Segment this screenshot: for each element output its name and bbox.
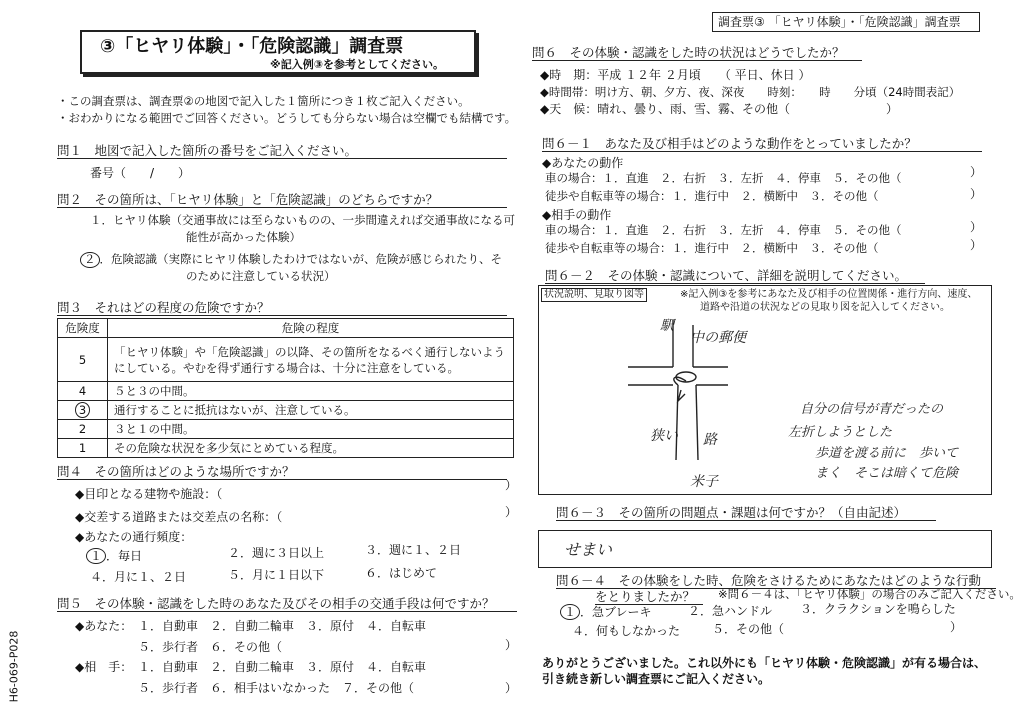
- q4-label: 問４ その箇所はどのような場所ですか？: [57, 464, 507, 480]
- q4-option-1-circled[interactable]: １: [86, 548, 106, 564]
- degree-description: 「ヒヤリ体験」や「危険認識」の以降、その箇所をなるべく通行しないようにしている。やむを得ず通行する場合は、十分に注意をしている。: [108, 338, 514, 382]
- q6-4-note: ※問６－４は、「ヒヤリ体験」の場合のみご記入ください。: [718, 587, 1021, 601]
- table-header-degree: 危険度: [58, 319, 108, 338]
- q6-1-other-car[interactable]: 車の場合：１．直進 ２．右折 ３．左折 ４．停車 ５．その他（: [545, 223, 902, 237]
- hand-label-road: 路: [703, 432, 717, 448]
- q4-option-2[interactable]: ２．週に３日以上: [228, 546, 325, 560]
- sketch-note-1: ※記入例③を参考にあなた及び相手の位置関係・進行方向、速度、: [680, 289, 978, 300]
- q2-option-2-circled[interactable]: ２: [80, 252, 100, 268]
- q6-timeband-field[interactable]: ◆時間帯：明け方、朝、夕方、夜、深夜 時刻： 時 分頃（24時間表記）: [540, 85, 961, 99]
- table-row: [58, 439, 514, 458]
- q3-label: 問３ それはどの程度の危険ですか？: [57, 300, 507, 316]
- degree-value[interactable]: 5: [58, 338, 108, 382]
- degree-description: ５と３の中間。: [108, 382, 514, 401]
- q6-1-you-walk[interactable]: 徒歩や自転車等の場合：１．進行中 ２．横断中 ３．その他（: [545, 189, 879, 203]
- q6-4-option-5[interactable]: ５．その他（: [712, 622, 785, 636]
- table-row: [58, 401, 514, 420]
- degree-value[interactable]: 4: [58, 382, 108, 401]
- page-title: ③「ヒヤリ体験」・「危険認識」調査票: [100, 36, 404, 57]
- sketch-note-2: 道路や沿道の状況などの見取り図を記入してください。: [700, 302, 950, 313]
- intro-line-1: ・この調査票は、調査票②の地図で記入した１箇所につき１枚ご記入ください。: [57, 94, 470, 108]
- paren-close: ）: [505, 505, 518, 519]
- hand-note-line-1: 自分の信号が青だったの: [800, 402, 944, 417]
- paren-close: ）: [970, 187, 983, 201]
- paren-close: ）: [970, 238, 983, 252]
- q2-option-2: ．危険認識（実際にヒヤリ体験したわけではないが、危険が感じられたり、そ: [99, 252, 502, 266]
- q6-4-option-4[interactable]: ４．何もしなかった: [572, 624, 681, 638]
- q6-label: 問６ その体験・認識をした時の状況はどうでしたか？: [532, 45, 862, 61]
- q4-option-5[interactable]: ５．月に１日以下: [228, 568, 325, 582]
- degree-value[interactable]: 2: [58, 420, 108, 439]
- footer-line-1: ありがとうございました。これ以外にも「ヒヤリ体験・危険認識」が有る場合は、: [542, 656, 987, 670]
- sketch-box-label: 状況説明、見取り図等: [541, 288, 647, 302]
- q1-number-field[interactable]: 番号（ / ）: [90, 166, 191, 180]
- q2-label: 問２ その箇所は、「ヒヤリ体験」と「危険認識」のどちらですか？: [57, 192, 507, 208]
- form-id-title: 調査票③ 「ヒヤリ体験」・「危険認識」調査票: [718, 15, 961, 29]
- q5-you-label: ◆あなた：: [75, 619, 133, 633]
- q5-you-options-2[interactable]: ５．歩行者 ６．その他（: [138, 640, 283, 654]
- intro-line-2: ・おわかりになる範囲でご回答ください。どうしても分らない場合は空欄でも結構です。: [57, 111, 517, 125]
- degree-value: 3: [75, 402, 90, 418]
- page-subtitle: ※記入例③を参考としてください。: [270, 58, 445, 71]
- q4-landmark-field[interactable]: ◆目印となる建物や施設：（: [75, 487, 223, 501]
- q2-option-1[interactable]: １．ヒヤリ体験（交通事故には至らないものの、一歩間違えれば交通事故になる可: [90, 213, 516, 227]
- q6-3-label: 問６－３ その箇所の問題点・課題は何ですか？（自由記述）: [556, 505, 936, 521]
- side-code: H6-069-P028: [7, 630, 21, 703]
- q6-4-option-1-circled[interactable]: １: [560, 604, 580, 620]
- q6-1-label: 問６－１ あなた及び相手はどのような動作をとっていましたか？: [542, 136, 982, 152]
- q1-label: 問１ 地図で記入した箇所の番号をご記入ください。: [57, 143, 507, 159]
- paren-close: ）: [970, 220, 983, 234]
- hand-note-line-4: まく そこは暗くて危険: [815, 466, 959, 481]
- q6-4-label: 問６－４ その体験をした時、危険をさけるためにあなたはどのような行動: [556, 573, 996, 589]
- degree-description: その危険な状況を多少気にとめている程度。: [108, 439, 514, 458]
- q4-option-6[interactable]: ６．はじめて: [365, 566, 438, 580]
- q6-1-you-header: ◆あなたの動作: [542, 156, 624, 170]
- table-row: [58, 338, 514, 382]
- degree-value[interactable]: 1: [58, 439, 108, 458]
- q6-4-option-1: ．急ブレーキ: [580, 605, 652, 619]
- q6-1-other-walk[interactable]: 徒歩や自転車等の場合：１．進行中 ２．横断中 ３．その他（: [545, 241, 879, 255]
- q4-option-1: ．毎日: [106, 549, 143, 563]
- q6-4-option-3[interactable]: ３．クラクションを鳴らした: [800, 602, 956, 616]
- hand-drawn-map: [538, 285, 992, 495]
- hand-note-line-3: 歩道を渡る前に 歩いて: [815, 446, 959, 461]
- q5-other-label: ◆相 手：: [75, 660, 133, 674]
- hand-label-top: 中の郵便: [690, 330, 746, 346]
- hand-label-narrow: 狭い: [650, 428, 678, 444]
- hand-label-bottom: 米子: [690, 474, 718, 490]
- q6-1-other-header: ◆相手の動作: [542, 208, 612, 222]
- footer-line-2: 引き続き新しい調査票にご記入ください。: [542, 672, 771, 686]
- q2-option-2-cont: のために注意している状況）: [186, 269, 336, 283]
- danger-degree-table: [57, 318, 514, 458]
- q6-2-label: 問６－２ その体験・認識について、詳細を説明してください。: [545, 268, 925, 284]
- degree-description: 通行することに抵抗はないが、注意している。: [108, 401, 514, 420]
- q6-1-you-car[interactable]: 車の場合：１．直進 ２．右折 ３．左折 ４．停車 ５．その他（: [545, 171, 902, 185]
- q4-option-4[interactable]: ４．月に１、２日: [90, 570, 187, 584]
- table-header-description: 危険の程度: [108, 319, 514, 338]
- q5-you-options[interactable]: １．自動車 ２．自動二輪車 ３．原付 ４．自転車: [138, 619, 427, 633]
- q5-other-options[interactable]: １．自動車 ２．自動二輪車 ３．原付 ４．自転車: [138, 660, 427, 674]
- table-row: [58, 382, 514, 401]
- paren-close: ）: [505, 478, 518, 492]
- q6-weather-field[interactable]: ◆天 候：晴れ、曇り、雨、雪、霧、その他（ ）: [540, 102, 898, 116]
- q4-option-3[interactable]: ３．週に１、２日: [365, 543, 462, 557]
- hand-label-station: 駅: [660, 318, 674, 334]
- paren-close: ）: [970, 165, 983, 179]
- paren-close: ）: [505, 681, 518, 695]
- q4-intersection-field[interactable]: ◆交差する道路または交差点の名称：（: [75, 510, 283, 524]
- q5-label: 問５ その体験・認識をした時のあなた及びその相手の交通手段は何ですか？: [57, 596, 517, 612]
- degree-description: ３と１の中間。: [108, 420, 514, 439]
- degree-value-circled[interactable]: [58, 401, 108, 420]
- table-row: [58, 420, 514, 439]
- q6-3-answer: せまい: [564, 540, 613, 559]
- hand-note-line-2: 左折しようとした: [788, 425, 893, 440]
- paren-close: ）: [950, 620, 963, 634]
- q4-frequency-label: ◆あなたの通行頻度：: [75, 530, 193, 544]
- q6-4-option-2[interactable]: ２．急ハンドル: [688, 604, 773, 618]
- q2-option-1-cont: 能性が高かった体験）: [186, 230, 301, 244]
- q6-4-label-2: をとりましたか？: [595, 589, 703, 605]
- paren-close: ）: [505, 638, 518, 652]
- q5-other-options-2[interactable]: ５．歩行者 ６．相手はいなかった ７．その他（: [138, 681, 415, 695]
- q6-time-field[interactable]: ◆時 期：平成 １２年 ２月頃 （ 平日、休日 ）: [540, 68, 811, 82]
